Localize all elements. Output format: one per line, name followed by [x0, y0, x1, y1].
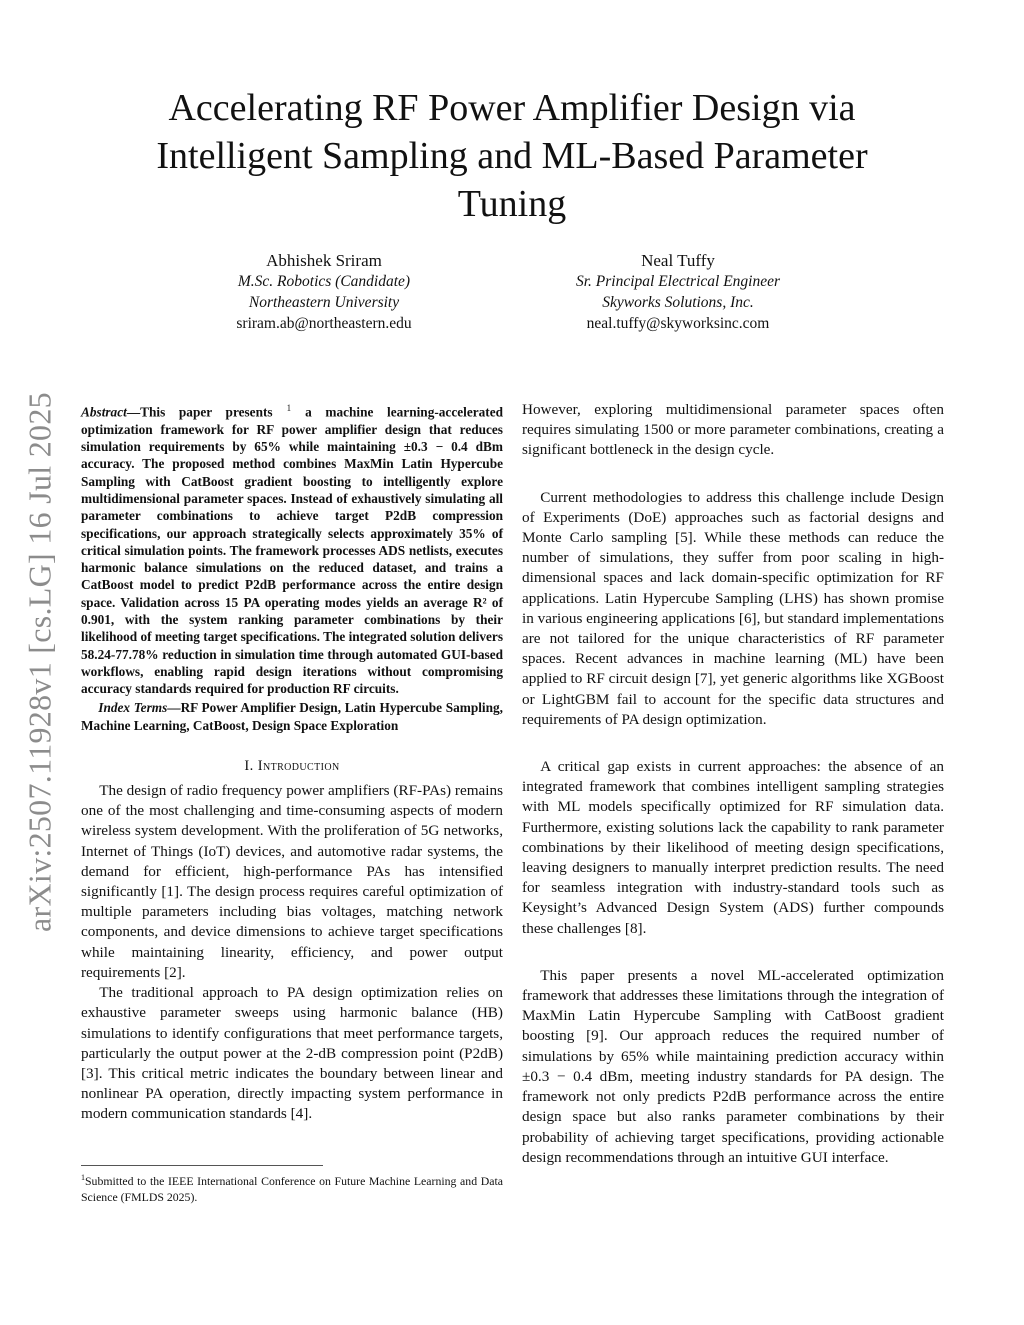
- author-role: M.Sc. Robotics (Candidate): [237, 273, 411, 290]
- section-number: I.: [244, 758, 254, 775]
- body-paragraph: However, exploring multidimensional parameter spaces often requires simulating 1500 or more parameter combinations, creating a significant bottleneck in the design cycle.: [522, 401, 944, 459]
- body-paragraph: The traditional approach to PA design optimization relies on exhaustive parameter sweeps using harmonic balance (HB) simulations to identify configurations that meet performance targets, particularly the output power at the 2-dB compression point (P2dB) [3]. This critical metric indicates the boundary between linear and nonlinear PA operation, directly impacting system performance in modern communication standards [4].: [81, 984, 503, 1123]
- index-terms: [81, 699, 503, 734]
- footnote-text: Submitted to the IEEE International Conference on Future Machine Learning and Data Science (FMLDS 2025).: [81, 1173, 503, 1204]
- footnote: [81, 1170, 503, 1205]
- body-paragraph: A critical gap exists in current approaches: the absence of an integrated framework that combines intelligent sampling strategies with ML models specifically optimized for RF simulation data. Furthermore, existing solutions lack the capability to rank parameter combinations by their likelihood of meeting design specifications, leaving designers to manually interpret prediction results. The need for seamless integration with industry-standard tools such as Keysight’s Advanced Design System (ADS) further compounds these challenges [8].: [522, 758, 944, 937]
- author-role: Sr. Principal Electrical Engineer: [575, 273, 781, 290]
- paper-title: Accelerating RF Power Amplifier Design via Intelligent Sampling and ML-Based Parameter Tuning: [156, 87, 868, 225]
- abstract-label: Abstract: [81, 404, 127, 420]
- footnote-number: 1: [81, 1173, 85, 1182]
- author-email: neal.tuffy@skyworksinc.com: [586, 315, 770, 332]
- author-affiliation: Northeastern University: [248, 294, 400, 311]
- author-name: Abhishek Sriram: [266, 251, 382, 270]
- footnote-marker: 1: [286, 403, 292, 413]
- author-block: [154, 250, 494, 334]
- right-column: [522, 400, 944, 1195]
- left-column: [81, 400, 503, 1125]
- footnote-divider: [81, 1165, 323, 1166]
- body-paragraph: Current methodologies to address this challenge include Design of Experiments (DoE) approaches such as factorial designs and Monte Carlo sampling [5]. While these methods can reduce the number of simulations, they suffer from poor scaling in high-dimensional spaces and lack domain-specific optimization for RF applications. Latin Hypercube Sampling (LHS) has shown promise in various engineering applications [6], but standard implementations are not tailored for the unique characteristics of RF parameter spaces. Recent advances in machine learning (ML) have been applied to RF circuit design [7], yet generic algorithms like XGBoost or LightGBM fail to account for the specific data structures and requirements of PA design optimization.: [522, 488, 944, 728]
- body-paragraph: The design of radio frequency power amplifiers (RF-PAs) remains one of the most challenging and time-consuming aspects of modern wireless system development. With the proliferation of 5G networks, Internet of Things (IoT) devices, and automotive radar systems, the demand for efficient, high-performance PAs has intensified significantly [1]. The design process requires careful optimization of multiple parameters including bias voltages, matching network components, and device dimensions to achieve target specifications while maintaining linearity, efficiency, and power output requirements [2].: [81, 782, 503, 981]
- abstract-text: a machine learning-accelerated optimization framework for RF power amplifier design that reduces simulation requirements by 65% while maintaining ±0.3 − 0.4 dBm accuracy. The proposed method combines MaxMin Latin Hypercube Sampling with CatBoost gradient boosting to intelligently explore multidimensional parameter spaces. Instead of exhaustively simulating all parameter combinations to achieve target P2dB compression specifications, our approach strategically selects approximately 35% of critical simulation points. The framework processes ADS netlists, executes harmonic balance simulations on the reduced dataset, and trains a CatBoost model to predict P2dB performance across the entire design space. Validation across 15 PA operating modes yields an average R² of 0.901, with the system ranking parameter combinations by their likelihood of meeting target specifications. The integrated solution delivers 58.24-77.78% reduction in simulation time through automated GUI-based workflows, enabling rapid design iterations without compromising accuracy standards required for production RF circuits.: [81, 404, 503, 697]
- author-name: Neal Tuffy: [641, 251, 715, 270]
- abstract-lead: —This paper presents: [126, 404, 273, 420]
- abstract: [81, 400, 503, 697]
- body-paragraph: This paper presents a novel ML-accelerated optimization framework that addresses these limitations through the integration of MaxMin Latin Hypercube Sampling with CatBoost gradient boosting [9]. Our approach reduces the required number of simulations by 65% while maintaining prediction accuracy within ±0.3 − 0.4 dBm, meeting industry standards for PA design. The framework not only predicts P2dB performance across the entire design space but also ranks parameter combinations by their probability of achieving target specifications, providing actionable design recommendations through an intuitive GUI interface.: [522, 966, 944, 1166]
- section-heading: [81, 758, 503, 775]
- index-terms-text: —RF Power Amplifier Design, Latin Hypercube Sampling, Machine Learning, CatBoost, Design Space Exploration: [81, 700, 503, 733]
- index-terms-label: Index Terms: [98, 700, 168, 716]
- author-block: [508, 250, 848, 334]
- author-email: sriram.ab@northeastern.edu: [236, 315, 412, 332]
- section-title: Introduction: [257, 758, 340, 775]
- author-affiliation: Skyworks Solutions, Inc.: [602, 294, 754, 311]
- arxiv-identifier: arXiv:2507.11928v1 [cs.LG] 16 Jul 2025: [21, 392, 58, 932]
